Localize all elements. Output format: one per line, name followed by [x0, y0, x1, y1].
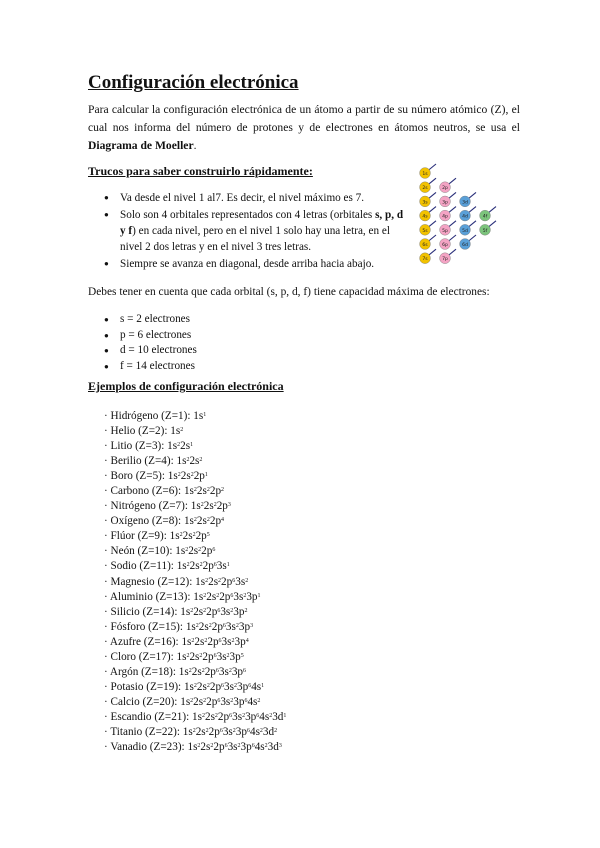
orbital-2p: [440, 178, 456, 192]
electron-count: 2: [186, 562, 190, 569]
electron-count: 6: [256, 712, 260, 719]
moeller-diagram: [412, 162, 520, 270]
orbital: 3s: [224, 680, 234, 693]
electron-count: 2: [208, 622, 212, 629]
electron-count: 2: [177, 472, 181, 479]
electron-count: 6: [230, 592, 234, 599]
orbital: 2p: [204, 665, 216, 678]
electron-count: 2: [199, 652, 203, 659]
electron-count: 2: [192, 727, 196, 734]
orbital: 2s: [180, 470, 191, 483]
electron-count: 6: [217, 697, 221, 704]
orbital-label: 3d: [462, 200, 468, 206]
tip-text: Va desde el nivel 1 al7. Es decir, el nivel máximo es 7.: [120, 192, 365, 204]
orbital: 3s: [216, 650, 227, 663]
element-name: · Neón (Z=10):: [104, 545, 176, 558]
list-item: ● d = 10 electrones: [104, 343, 197, 359]
orbital-5d: [460, 221, 476, 235]
intro-paragraph: [88, 101, 520, 155]
orbital: 1s: [183, 680, 194, 693]
orbital: 2p: [206, 605, 218, 618]
electron-count: 2: [269, 712, 273, 719]
list-item: [104, 409, 286, 424]
list-item: [104, 650, 286, 665]
orbital: 1s: [192, 710, 202, 723]
orbital-label: 4p: [442, 214, 448, 220]
electron-count: 2: [201, 712, 205, 719]
electron-count: 2: [210, 743, 214, 750]
list-item: ● p = 6 electrones: [104, 328, 197, 344]
electron-count: 2: [228, 667, 232, 674]
electron-count: 2: [186, 457, 190, 464]
electron-count: 6: [218, 637, 222, 644]
element-name: · Berilio (Z=4):: [104, 455, 177, 468]
orbital: 2s: [203, 500, 214, 513]
intro-end: .: [193, 139, 197, 152]
element-name: · Fósforo (Z=15):: [104, 620, 186, 633]
orbital-label: 7p: [442, 257, 448, 263]
electron-count: 2: [230, 607, 234, 614]
orbital-3s: [420, 192, 436, 206]
orbital: 2s: [194, 635, 205, 648]
orbital: 1s: [176, 560, 187, 573]
electron-count: 2: [190, 607, 194, 614]
orbital: 2s: [188, 545, 199, 558]
list-item: [104, 665, 286, 680]
electron-count: 2: [234, 682, 237, 689]
orbital: 2p: [208, 725, 220, 738]
orbital: 3p: [237, 680, 249, 693]
orbital: 2p: [209, 680, 222, 693]
intro-bold: Diagrama de Moeller: [88, 139, 194, 152]
electron-count: 2: [264, 743, 268, 750]
orbital-label: 3p: [442, 200, 448, 206]
electron-count: 6: [246, 727, 250, 734]
electron-count: 2: [244, 607, 248, 614]
orbital: 1s: [167, 440, 178, 453]
orbital: 1s: [180, 605, 191, 618]
list-item: [104, 635, 286, 650]
electron-count: 6: [224, 743, 228, 750]
electron-count: 2: [192, 532, 196, 539]
electron-count: 2: [203, 697, 207, 704]
electron-count: 2: [237, 743, 241, 750]
orbital-label: 5p: [442, 228, 448, 234]
electron-count: 2: [205, 577, 209, 584]
electron-count: 2: [214, 712, 218, 719]
electron-count: 1: [283, 712, 287, 719]
orbital-label: 3s: [422, 200, 428, 206]
orbital: 3p: [240, 741, 252, 754]
tip-text: Siempre se avanza en diagonal, desde arriba hacia abajo.: [120, 258, 375, 270]
electron-count: 5: [240, 652, 244, 659]
electron-count: 2: [205, 727, 209, 734]
electron-count: 3: [227, 502, 231, 509]
orbital: 2p: [202, 650, 214, 663]
element-name: · Boro (Z=5):: [104, 470, 168, 483]
orbital: 3s: [222, 725, 233, 738]
electron-count: 2: [206, 487, 210, 494]
orbital: 2p: [209, 515, 222, 528]
orbital: 2p: [209, 485, 222, 498]
orbital: 1s: [181, 635, 192, 648]
tricks-heading: Trucos para saber construirlo rápidamente:: [88, 164, 313, 178]
electron-count: 1: [203, 412, 207, 418]
list-item: [104, 424, 286, 439]
orbital: 4s: [259, 710, 270, 723]
electron-count: 1: [226, 562, 230, 569]
electron-count: 4: [221, 517, 225, 524]
element-name: · Oxígeno (Z=8):: [104, 515, 184, 528]
electron-count: 6: [213, 562, 217, 569]
list-item: [104, 680, 286, 695]
electron-count: 2: [193, 682, 197, 689]
orbital: 2p: [216, 500, 228, 513]
electron-count: 2: [200, 502, 204, 509]
orbital: 3s: [227, 741, 238, 754]
electron-count: 2: [179, 532, 183, 539]
element-name: · Sodio (Z=11):: [104, 560, 177, 573]
list-item: [104, 256, 404, 272]
electron-count: 2: [193, 517, 197, 524]
list-item: [104, 529, 286, 544]
electron-count: 2: [199, 562, 203, 569]
orbital: 2s: [189, 650, 200, 663]
orbital: 2s: [206, 590, 217, 603]
orbital-7s: [420, 249, 436, 263]
electron-count: 2: [257, 697, 261, 704]
orbital-1s: [420, 164, 436, 178]
electron-count: 6: [243, 667, 247, 674]
orbital: 3p: [233, 605, 245, 618]
list-item: [104, 207, 404, 255]
orbital: 3p: [231, 665, 244, 678]
element-name: · Silicio (Z=14):: [104, 605, 181, 618]
orbital: 1s: [169, 530, 180, 543]
orbital: 2s: [208, 575, 219, 588]
electron-count: 2: [177, 442, 181, 449]
list-item: [104, 454, 286, 469]
orbital: 2s: [196, 485, 207, 498]
orbital: 2s: [195, 725, 206, 738]
element-name: · Azufre (Z=16):: [104, 635, 182, 648]
electron-count: 2: [216, 592, 220, 599]
electron-count: 6: [215, 667, 219, 674]
orbital: 3s: [225, 620, 236, 633]
orbital: 2p: [193, 470, 205, 483]
orbital: 2p: [221, 575, 233, 588]
element-name: · Carbono (Z=6):: [104, 485, 184, 498]
electron-count: 2: [195, 622, 199, 629]
electron-count: 6: [222, 622, 226, 629]
electron-count: 6: [229, 712, 233, 719]
electron-count: 2: [243, 592, 247, 599]
orbital: 2p: [217, 710, 230, 723]
orbital: 3s: [218, 665, 229, 678]
electron-count: 2: [231, 637, 235, 644]
list-item: [104, 439, 286, 454]
orbital: 3p: [235, 725, 247, 738]
electron-count: 2: [190, 697, 194, 704]
electron-count: 2: [186, 652, 190, 659]
list-item: [104, 469, 286, 484]
orbital: 2s: [196, 680, 207, 693]
list-item: [104, 695, 286, 710]
electron-count: 6: [219, 727, 223, 734]
orbital: 4s: [254, 741, 265, 754]
orbital: 2p: [219, 590, 231, 603]
orbital-5f: [480, 221, 496, 235]
electron-count: 2: [245, 577, 249, 584]
electron-count: 3: [278, 743, 282, 750]
orbital: 1s: [185, 620, 196, 633]
electron-count: 2: [259, 727, 263, 734]
orbital: 3s: [233, 590, 244, 603]
orbital-6p: [440, 235, 456, 249]
element-name: · Helio (Z=2):: [104, 425, 171, 438]
electron-count: 6: [213, 652, 217, 659]
orbital: 3p: [245, 710, 257, 723]
orbital: 2s: [189, 455, 200, 468]
element-name: · Nitrógeno (Z=7):: [104, 500, 191, 513]
electron-count: 6: [244, 697, 248, 704]
orbital-label: 6p: [442, 243, 448, 248]
orbital: 2s: [196, 515, 207, 528]
orbital-5p: [440, 221, 456, 235]
orbital-label: 4d: [462, 214, 468, 220]
orbital: 2p: [213, 741, 225, 754]
orbital: 2s: [198, 620, 209, 633]
orbital: 2s: [204, 710, 215, 723]
tricks-list: [104, 190, 404, 273]
orbital-label: 4s: [422, 214, 428, 220]
orbital-3p: [440, 192, 456, 206]
list-item: [104, 190, 404, 206]
list-item: [104, 605, 286, 620]
electron-count: 6: [232, 577, 236, 584]
orbital-6d: [460, 235, 476, 249]
orbital: 3p: [229, 650, 241, 663]
list-item: [104, 559, 286, 574]
electron-count: 1: [257, 592, 261, 599]
orbital: 3s: [216, 560, 227, 573]
orbital: 1s: [190, 500, 201, 513]
electron-count: 2: [197, 743, 201, 750]
electron-count: 1: [204, 472, 208, 479]
element-name: · Hidrógeno (Z=1):: [104, 410, 194, 422]
electron-count: 2: [188, 667, 192, 674]
electron-count: 5: [206, 532, 210, 539]
electron-count: 2: [230, 697, 234, 704]
orbital: 3s: [232, 710, 243, 723]
orbital: 1s: [193, 590, 204, 603]
orbital: 3d: [272, 710, 284, 723]
orbital: 1s: [193, 410, 204, 422]
element-name: · Flúor (Z=9):: [104, 530, 170, 543]
orbital: 3d: [262, 725, 275, 738]
tip-text: Solo son 4 orbitales representados con 4 letras (orbitales: [120, 209, 376, 221]
electron-count: 2: [199, 457, 203, 464]
element-name: · Aluminio (Z=13):: [104, 590, 194, 603]
orbital: 2p: [206, 695, 218, 708]
orbital-4f: [480, 207, 496, 221]
list-item: [104, 575, 286, 590]
element-name: · Magnesio (Z=12):: [104, 575, 196, 588]
electron-count: 2: [226, 652, 230, 659]
orbital: 4s: [251, 680, 262, 693]
orbital-3d: [460, 192, 476, 206]
orbital-6s: [420, 235, 436, 249]
electron-count: 2: [213, 502, 217, 509]
orbital: 2s: [200, 741, 211, 754]
electron-count: 2: [218, 577, 222, 584]
electron-count: 6: [248, 682, 252, 689]
page-title: Configuración electrónica: [88, 72, 299, 93]
capacity-list: [104, 312, 197, 374]
electron-count: 2: [191, 637, 195, 644]
orbital-label: 2s: [422, 186, 428, 192]
orbital: 2s: [189, 560, 200, 573]
element-name: · Cloro (Z=17):: [104, 650, 177, 663]
orbital: 3p: [238, 620, 251, 633]
tip-bold: s, p, d y f: [120, 209, 404, 237]
orbital: 1s: [187, 741, 198, 754]
electron-count: 2: [203, 592, 207, 599]
orbital-2s: [420, 178, 436, 192]
orbital: 2s: [193, 605, 204, 618]
orbital-label: 7s: [422, 257, 428, 263]
electron-count: 2: [242, 712, 246, 719]
intro-text: Para calcular la configuración electrónica de un átomo a partir de su número atómico (Z), el cual nos informa del número de protones y de electrones en átomos neutros, se usa el: [88, 103, 520, 134]
electron-count: 1: [261, 682, 265, 689]
orbital: 1s: [170, 425, 181, 438]
electron-count: 6: [212, 547, 216, 554]
electron-count: 6: [251, 743, 255, 750]
element-name: · Argón (Z=18):: [104, 665, 179, 678]
orbital: 3s: [235, 575, 246, 588]
orbital-label: 5f: [482, 228, 488, 234]
electron-count: 2: [201, 667, 205, 674]
element-name: · Titanio (Z=22):: [104, 725, 183, 738]
orbital-label: 1s: [422, 172, 428, 177]
list-item: [104, 484, 286, 499]
orbital: 2s: [191, 665, 202, 678]
electron-count: 2: [206, 682, 210, 689]
orbital-7p: [440, 249, 456, 263]
orbital: 2p: [201, 545, 213, 558]
orbital: 1s: [180, 695, 191, 708]
tip-text: ) en cada nivel, pero en el nivel 1 solo hay una letra, en el nivel 2 dos letras y en el nivel 3 tres letras.: [120, 225, 390, 253]
electron-count: 6: [221, 682, 225, 689]
electron-count: 1: [190, 442, 194, 449]
orbital: 1s: [175, 545, 186, 558]
orbital: 3s: [221, 635, 232, 648]
orbital: 1s: [167, 470, 178, 483]
orbital: 3p: [233, 695, 245, 708]
orbital: 1s: [178, 665, 189, 678]
list-item: [104, 514, 286, 529]
orbital: 1s: [176, 455, 187, 468]
electron-count: 2: [206, 517, 210, 524]
element-name: · Vanadio (Z=23):: [104, 741, 188, 754]
electron-count: 3: [250, 622, 254, 629]
orbital-label: 5d: [462, 228, 468, 234]
orbital: 2s: [193, 695, 204, 708]
electron-count: 2: [235, 622, 239, 629]
electron-count: 2: [203, 607, 207, 614]
orbital: 1s: [195, 575, 206, 588]
orbital: 2s: [180, 440, 191, 453]
element-name: · Escandio (Z=21):: [104, 710, 193, 723]
orbital-label: 6d: [462, 243, 468, 248]
orbital: 2s: [182, 530, 193, 543]
list-item: ● f = 14 electrones: [104, 359, 197, 375]
orbital: 3s: [220, 605, 231, 618]
list-item: [104, 590, 286, 605]
orbital-label: 5s: [422, 228, 428, 234]
electron-count: 2: [193, 487, 197, 494]
list-item: [104, 544, 286, 559]
capacity-intro: Debes tener en cuenta que cada orbital (s, p, d, f) tiene capacidad máxima de electrones:: [88, 286, 490, 298]
list-item: ● s = 2 electrones: [104, 312, 197, 328]
orbital: 1s: [183, 485, 194, 498]
electron-count: 2: [232, 727, 236, 734]
electron-count: 2: [190, 472, 194, 479]
electron-count: 4: [245, 637, 249, 644]
element-name: · Potasio (Z=19):: [104, 680, 184, 693]
list-item: [104, 499, 286, 514]
examples-list: [104, 409, 286, 755]
electron-count: 2: [185, 547, 189, 554]
orbital: 2p: [211, 620, 223, 633]
list-item: [104, 740, 286, 755]
orbital-label: 6s: [422, 243, 428, 248]
orbital: 3s: [220, 695, 231, 708]
orbital-4p: [440, 207, 456, 221]
orbital: 3p: [246, 590, 258, 603]
orbital: 2p: [207, 635, 219, 648]
orbital: 4s: [247, 695, 258, 708]
orbital-4d: [460, 207, 476, 221]
examples-heading: Ejemplos de configuración electrónica: [88, 379, 284, 393]
electron-count: 2: [180, 427, 184, 434]
orbital: 3p: [234, 635, 246, 648]
orbital-5s: [420, 221, 436, 235]
list-item: [104, 710, 286, 725]
electron-count: 2: [221, 487, 225, 494]
electron-count: 2: [204, 637, 208, 644]
orbital: 1s: [176, 650, 187, 663]
list-item: [104, 725, 286, 740]
orbital: 1s: [183, 515, 194, 528]
electron-count: 2: [198, 547, 202, 554]
orbital: 1s: [182, 725, 193, 738]
electron-count: 2: [274, 727, 278, 734]
element-name: · Calcio (Z=20):: [104, 695, 181, 708]
orbital: 2p: [202, 560, 214, 573]
list-item: [104, 620, 286, 635]
orbital-label: 4f: [482, 214, 488, 220]
orbital: 3d: [267, 741, 279, 754]
orbital-4s: [420, 207, 436, 221]
orbital: 2p: [195, 530, 207, 543]
orbital-label: 2p: [442, 186, 448, 192]
element-name: · Litio (Z=3):: [104, 440, 168, 453]
electron-count: 6: [217, 607, 221, 614]
orbital: 4s: [249, 725, 260, 738]
